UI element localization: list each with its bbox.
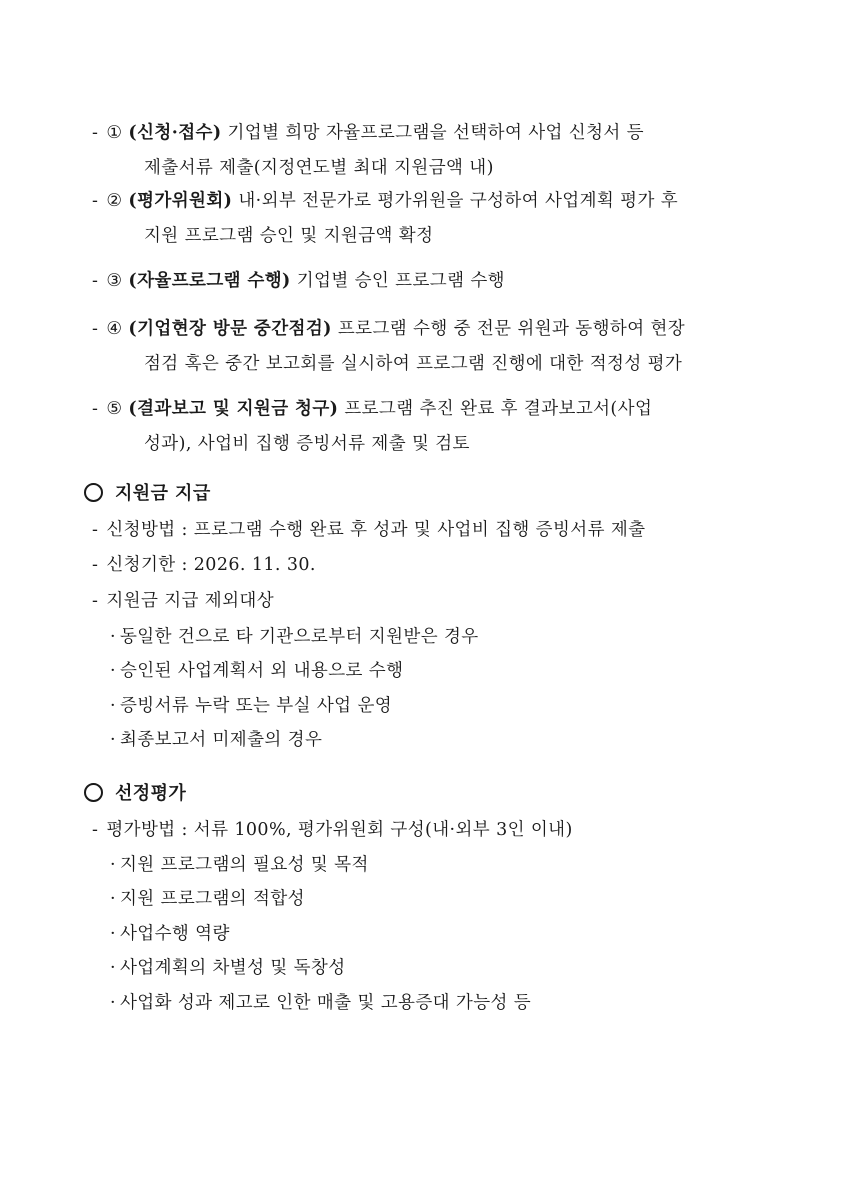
item-text: 지원금 지급 제외대상 [106, 591, 274, 611]
step-text-continued: 점검 혹은 중간 보고회를 실시하여 프로그램 진행에 대한 적정성 평가 [144, 354, 683, 374]
exclusion-bullet [110, 656, 403, 686]
exclusion-bullet [110, 725, 322, 755]
bullet-text: 지원 프로그램의 적합성 [119, 889, 305, 909]
bullet-text: 증빙서류 누락 또는 부실 사업 운영 [119, 696, 393, 716]
dash-marker: - [92, 319, 99, 339]
dot-marker: · [110, 924, 116, 944]
step-heading: (자율프로그램 수행) [128, 271, 291, 291]
section-title: 선정평가 [115, 783, 187, 804]
criteria-bullet [110, 919, 230, 949]
dash-marker: - [92, 399, 99, 419]
step-heading: (기업현장 방문 중간점검) [128, 319, 332, 339]
bullet-text: 최종보고서 미제출의 경우 [119, 730, 323, 750]
step-number: ③ [106, 271, 123, 291]
dot-marker: · [110, 627, 116, 647]
step-text: 프로그램 수행 중 전문 위원과 동행하여 현장 [337, 319, 686, 339]
evaluation-item-method [92, 815, 573, 845]
step-heading: (신청·접수) [128, 123, 222, 143]
step-heading: (평가위원회) [128, 191, 233, 211]
circle-bullet-icon [84, 483, 103, 502]
dot-marker: · [110, 661, 116, 681]
dot-marker: · [110, 889, 116, 909]
exclusion-bullet [110, 622, 479, 652]
step-number: ① [106, 123, 123, 143]
bullet-text: 지원 프로그램의 필요성 및 목적 [119, 855, 369, 875]
dash-marker: - [92, 820, 99, 840]
step-number: ⑤ [106, 399, 123, 419]
step-heading: (결과보고 및 지원금 청구) [128, 399, 339, 419]
dash-marker: - [92, 123, 99, 143]
subsidy-item-deadline [92, 550, 316, 580]
criteria-bullet [110, 988, 531, 1018]
exclusion-bullet [110, 691, 392, 721]
section-title: 지원금 지급 [115, 483, 211, 504]
criteria-bullet [110, 953, 346, 983]
dot-marker: · [110, 958, 116, 978]
step-number: ④ [106, 319, 123, 339]
dot-marker: · [110, 993, 116, 1013]
step-number: ② [106, 191, 123, 211]
step-text: 내·외부 전문가로 평가위원을 구성하여 사업계획 평가 후 [238, 191, 679, 211]
subsidy-item-exclusions [92, 586, 274, 616]
dash-marker: - [92, 520, 99, 540]
step-text: 프로그램 추진 완료 후 결과보고서(사업 [344, 399, 653, 419]
bullet-text: 사업화 성과 제고로 인한 매출 및 고용증대 가능성 등 [119, 993, 532, 1013]
step-4 [92, 312, 782, 382]
dot-marker: · [110, 696, 116, 716]
item-text: 신청기한 : 2026. 11. 30. [106, 555, 316, 575]
dash-marker: - [92, 271, 99, 291]
item-text: 신청방법 : 프로그램 수행 완료 후 성과 및 사업비 집행 증빙서류 제출 [106, 520, 646, 540]
item-text: 평가방법 : 서류 100%, 평가위원회 구성(내·외부 3인 이내) [106, 820, 573, 840]
step-text: 기업별 희망 자율프로그램을 선택하여 사업 신청서 등 [227, 123, 644, 143]
bullet-text: 사업계획의 차별성 및 독창성 [119, 958, 346, 978]
circle-bullet-icon [84, 783, 103, 802]
bullet-text: 사업수행 역량 [119, 924, 230, 944]
step-1 [92, 116, 782, 186]
step-5 [92, 392, 782, 462]
bullet-text: 승인된 사업계획서 외 내용으로 수행 [119, 661, 404, 681]
step-text: 기업별 승인 프로그램 수행 [296, 271, 505, 291]
dash-marker: - [92, 191, 99, 211]
dot-marker: · [110, 855, 116, 875]
dash-marker: - [92, 555, 99, 575]
dot-marker: · [110, 730, 116, 750]
dash-marker: - [92, 591, 99, 611]
step-2 [92, 184, 782, 254]
section-heading-evaluation [84, 779, 186, 809]
step-text-continued: 제출서류 제출(지정연도별 최대 지원금액 내) [144, 158, 494, 178]
bullet-text: 동일한 건으로 타 기관으로부터 지원받은 경우 [119, 627, 479, 647]
section-heading-subsidy [84, 479, 211, 509]
criteria-bullet [110, 850, 369, 880]
subsidy-item-method [92, 515, 645, 545]
step-text-continued: 성과), 사업비 집행 증빙서류 제출 및 검토 [144, 434, 470, 454]
step-3 [92, 264, 782, 299]
criteria-bullet [110, 884, 305, 914]
step-text-continued: 지원 프로그램 승인 및 지원금액 확정 [144, 226, 434, 246]
